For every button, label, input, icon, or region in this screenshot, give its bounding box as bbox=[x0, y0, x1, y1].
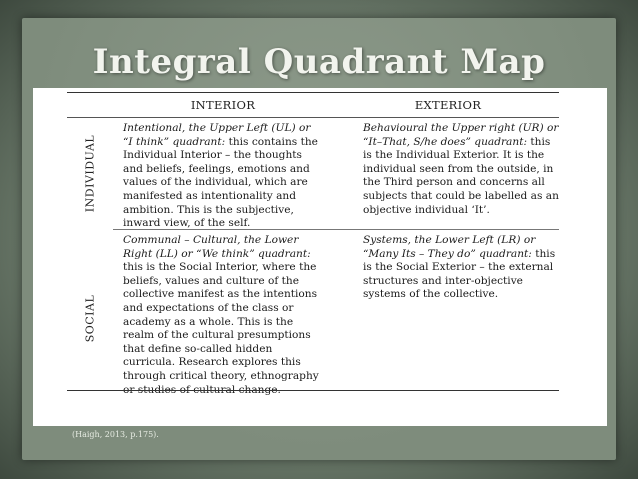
quadrant-lower-left-text: this is the Social Interior, where the beliefs, values and culture of the collective manifest as the intentions and expectations of the class or academy as a whole. This is the realm of the cultural presumptions that define so-called hidden curricula. Research explores this through critical theory, ethnography or studies of cultural change. bbox=[123, 261, 319, 396]
quadrant-upper-left-heading: Intentional, the Upper Left (UL) or “I think” quadrant: bbox=[123, 122, 311, 148]
citation: (Haigh, 2013, p.175). bbox=[72, 430, 159, 439]
table-bottom-rule bbox=[67, 390, 559, 391]
slide-title: Integral Quadrant Map bbox=[92, 42, 546, 82]
quadrant-upper-right bbox=[363, 122, 559, 217]
row-header-individual: INDIVIDUAL bbox=[83, 134, 97, 213]
column-header-interior: INTERIOR bbox=[190, 98, 256, 112]
middle-rule bbox=[113, 229, 559, 230]
quadrant-upper-right-heading: Behavioural the Upper right (UR) or “It–That, S/he does” quadrant: bbox=[363, 122, 559, 148]
quadrant-lower-right-heading: Systems, the Lower Left (LR) or “Many Its – They do” quadrant: bbox=[363, 234, 536, 260]
quadrant-table-image bbox=[33, 88, 607, 426]
row-header-social: SOCIAL bbox=[83, 294, 97, 343]
quadrant-lower-left-heading: Communal – Cultural, the Lower Right (LL) or “We think” quadrant: bbox=[123, 234, 311, 260]
quadrant-upper-left bbox=[123, 122, 323, 231]
quadrant-lower-right-text: this is the Social Exterior – the external structures and inter-objective systems of the collective. bbox=[363, 247, 556, 301]
quadrant-upper-right-text: this is the Individual Exterior. It is the individual seen from the outside, in the Third person and concerns all subjects that could be labelled as an objective individual ‘It’. bbox=[363, 135, 559, 216]
quadrant-lower-left bbox=[123, 234, 323, 397]
quadrant-upper-left-text: this contains the Individual Interior – the thoughts and beliefs, feelings, emotions and values of the individual, which are manifested as intentionality and ambition. This is the subjective, inward view, of the self. bbox=[123, 135, 318, 230]
header-rule bbox=[67, 117, 559, 118]
column-header-exterior: EXTERIOR bbox=[414, 98, 482, 112]
table-top-rule bbox=[67, 92, 559, 93]
quadrant-lower-right bbox=[363, 234, 559, 302]
